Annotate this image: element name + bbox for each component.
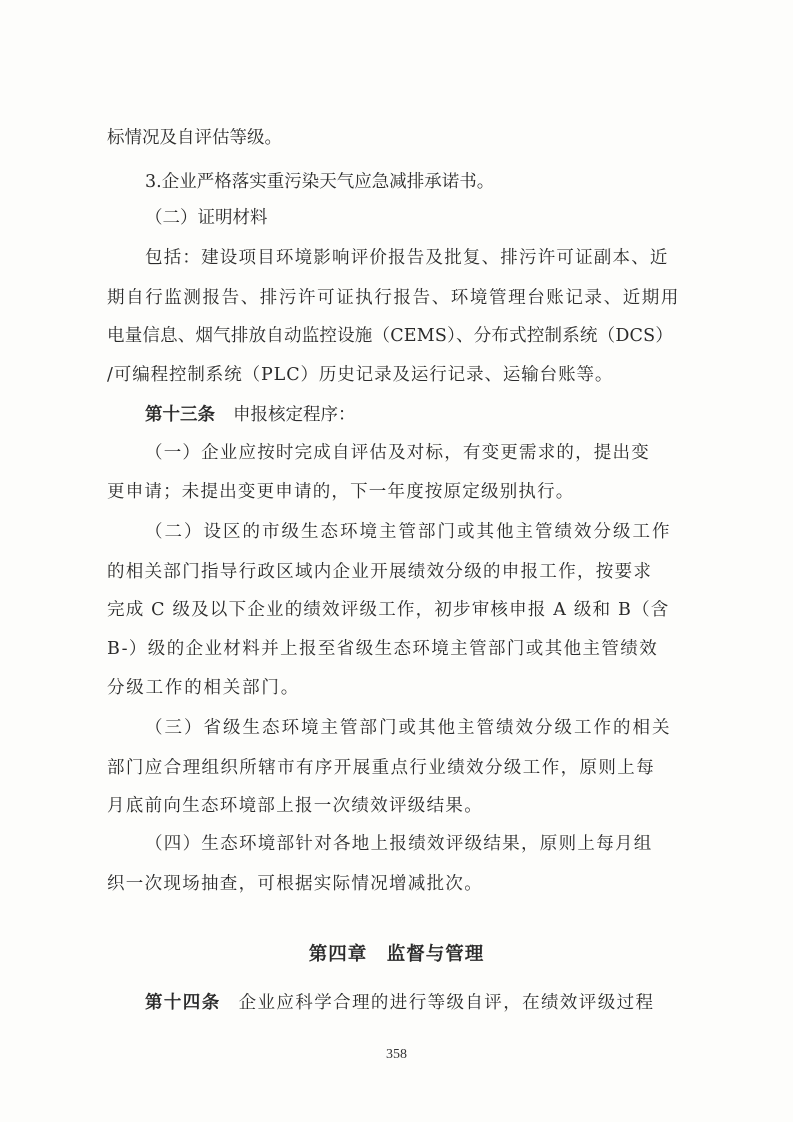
paragraph-line: 3.企业严格落实重污染天气应急减排承诺书。 bbox=[145, 172, 495, 192]
paragraph-line: 更申请；未提出变更申请的，下一年度按原定级别执行。 bbox=[107, 482, 575, 502]
paragraph-line: 部门应合理组织所辖市有序开展重点行业绩效分级工作，原则上每 bbox=[107, 758, 656, 778]
paragraph-line: （四）生态环境部针对各地上报绩效评级结果，原则上每月组 bbox=[145, 834, 653, 854]
article-13-text: 申报核定程序： bbox=[233, 405, 356, 425]
paragraph-line: /可编程控制系统（PLC）历史记录及运行记录、运输台账等。 bbox=[107, 365, 614, 385]
paragraph-line: （一）企业应按时完成自评估及对标，有变更需求的，提出变 bbox=[145, 443, 650, 463]
paragraph-line: 标情况及自评估等级。 bbox=[107, 128, 282, 148]
paragraph-line: 电量信息、烟气排放自动监控设施（CEMS）、分布式控制系统（DCS） bbox=[107, 326, 674, 346]
paragraph-line: （二）设区的市级生态环境主管部门或其他主管绩效分级工作 bbox=[145, 522, 672, 542]
paragraph-line: 月底前向生态环境部上报一次绩效评级结果。 bbox=[107, 796, 483, 816]
paragraph-line: 织一次现场抽查，可根据实际情况增减批次。 bbox=[107, 874, 483, 894]
paragraph-line: （三）省级生态环境主管部门或其他主管绩效分级工作的相关 bbox=[145, 718, 672, 738]
article-14-line bbox=[145, 991, 654, 1015]
article-14-label: 第十四条 bbox=[145, 993, 221, 1013]
paragraph-line: 完成 C 级及以下企业的绩效评级工作，初步审核申报 A 级和 B（含 bbox=[107, 600, 670, 620]
article-13-label: 第十三条 bbox=[145, 405, 215, 425]
paragraph-line: 期自行监测报告、排污许可证执行报告、环境管理台账记录、近期用 bbox=[107, 288, 680, 308]
page-number: 358 bbox=[386, 1047, 407, 1062]
paragraph-line: 的相关部门指导行政区域内企业开展绩效分级的申报工作，按要求 bbox=[107, 562, 653, 582]
article-13-line bbox=[145, 403, 356, 427]
chapter-heading: 第四章 监督与管理 bbox=[308, 944, 485, 965]
article-14-text: 企业应科学合理的进行等级自评，在绩效评级过程 bbox=[238, 993, 655, 1013]
paragraph-line: 包括：建设项目环境影响评价报告及批复、排污许可证副本、近 bbox=[145, 248, 669, 268]
paragraph-line: B-）级的企业材料并上报至省级生态环境主管部门或其他主管绩效 bbox=[107, 639, 659, 659]
section-title: （二）证明材料 bbox=[145, 208, 268, 228]
paragraph-line: 分级工作的相关部门。 bbox=[107, 678, 300, 698]
